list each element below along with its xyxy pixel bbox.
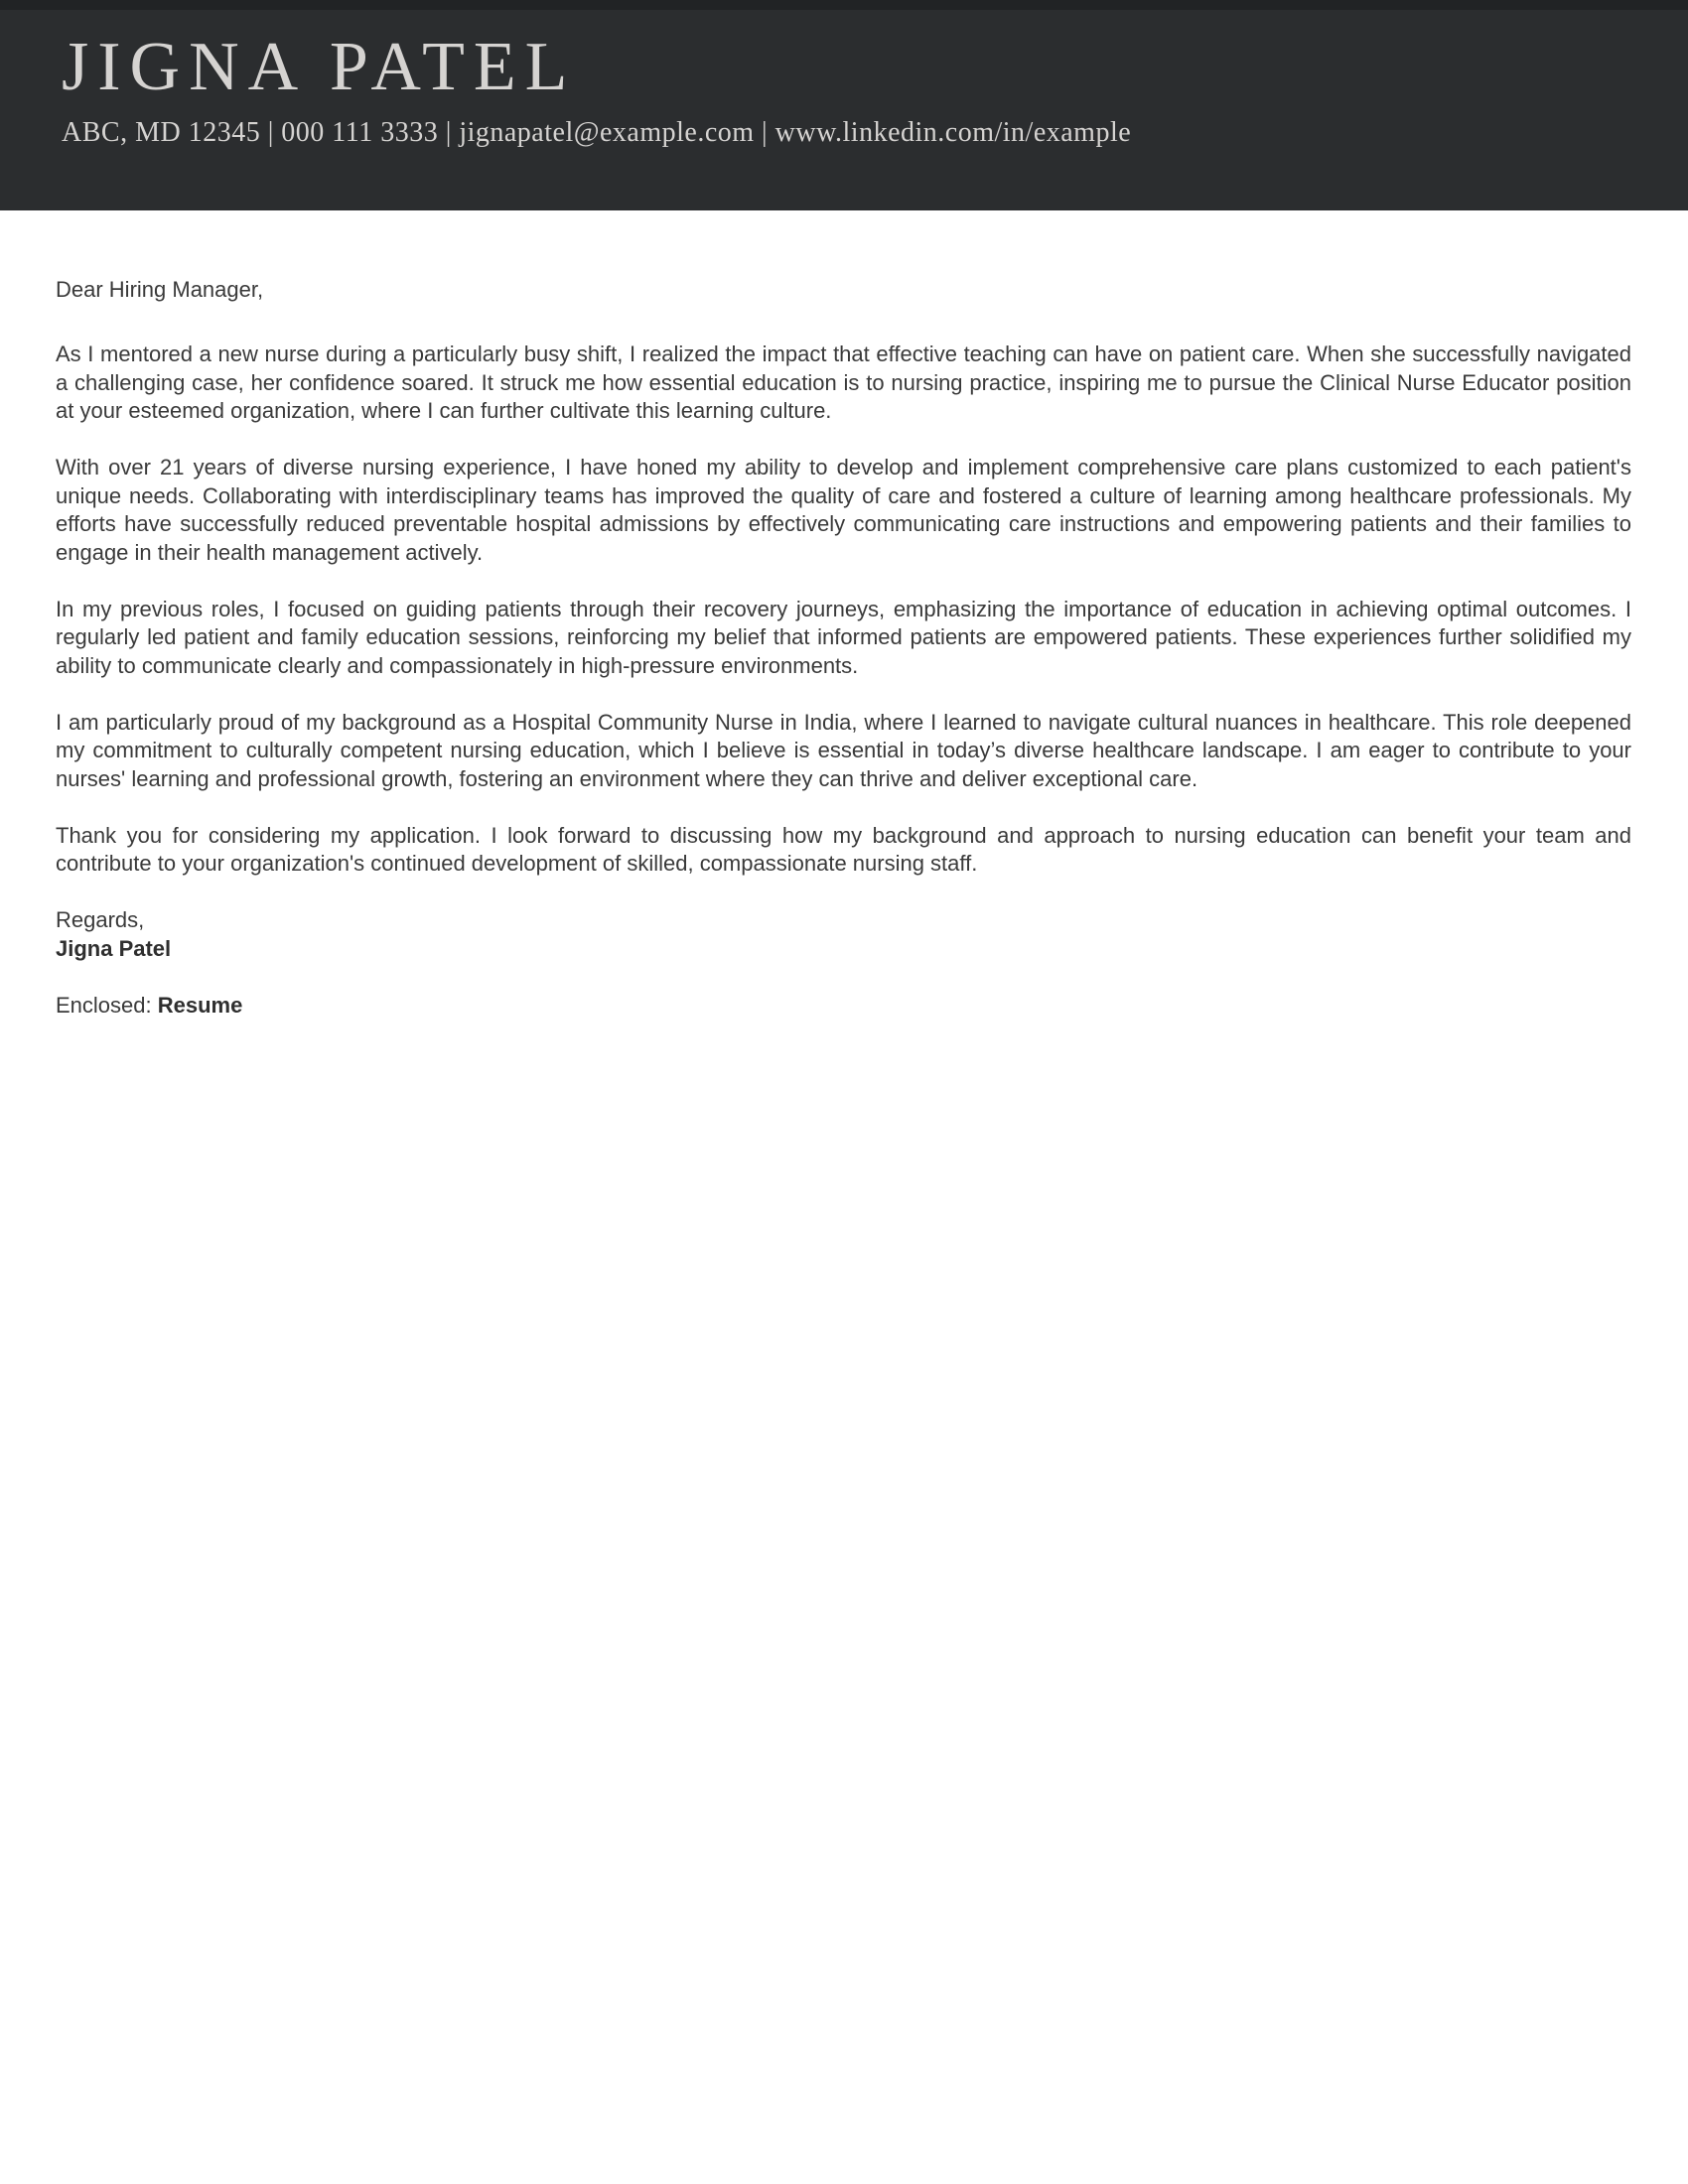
enclosure-line — [56, 992, 1631, 1021]
letter-header — [0, 0, 1688, 210]
letter-paragraph-5: Thank you for considering my application. I look forward to discussing how my background and approach to nursing education can benefit your team and contribute to your organization's continued development of skilled, compassionate nursing staff. — [56, 822, 1631, 876]
signature-name: Jigna Patel — [56, 935, 172, 961]
valediction: Regards, — [56, 907, 145, 932]
enclosure-value: Resume — [157, 992, 243, 1018]
enclosure-label: Enclosed: — [56, 992, 152, 1018]
letter-body — [0, 210, 1688, 1020]
letter-paragraph-4: I am particularly proud of my background as a Hospital Community Nurse in India, where I learned to navigate cultural nuances in healthcare. This role deepened my commitment to culturally competent nursing education, which I believe is essential in today’s diverse healthcare landscape. I am eager to contribute to your nurses' learning and professional growth, fostering an environment where they can thrive and deliver exceptional care. — [56, 709, 1631, 791]
letter-paragraph-2: With over 21 years of diverse nursing experience, I have honed my ability to develop and implement comprehensive care plans customized to each patient's unique needs. Collaborating with interdisciplinary teams has improved the quality of care and fostered a culture of learning among healthcare professionals. My efforts have successfully reduced preventable hospital admissions by effectively communicating care instructions and empowering patients and their families to engage in their health management actively. — [56, 455, 1631, 565]
salutation: Dear Hiring Manager, — [56, 277, 264, 302]
header-top-strip — [0, 0, 1688, 10]
letter-paragraph-1: As I mentored a new nurse during a particularly busy shift, I realized the impact that effective teaching can have on patient care. When she successfully navigated a challenging case, her confidence soared. It struck me how essential education is to nursing practice, inspiring me to pursue the Clinical Nurse Educator position at your esteemed organization, where I can further cultivate this learning culture. — [56, 341, 1631, 423]
closing-block — [56, 906, 1631, 963]
letter-paragraph-3: In my previous roles, I focused on guiding patients through their recovery journeys, emphasizing the importance of education in achieving optimal outcomes. I regularly led patient and family education sessions, reinforcing my belief that informed patients are empowered patients. These experiences further solidified my ability to communicate clearly and compassionately in high-pressure environments. — [56, 596, 1631, 678]
contact-line: ABC, MD 12345 | 000 111 3333 | jignapatel@example.com | www.linkedin.com/in/example — [62, 117, 1132, 148]
applicant-name: JIGNA PATEL — [62, 29, 577, 105]
